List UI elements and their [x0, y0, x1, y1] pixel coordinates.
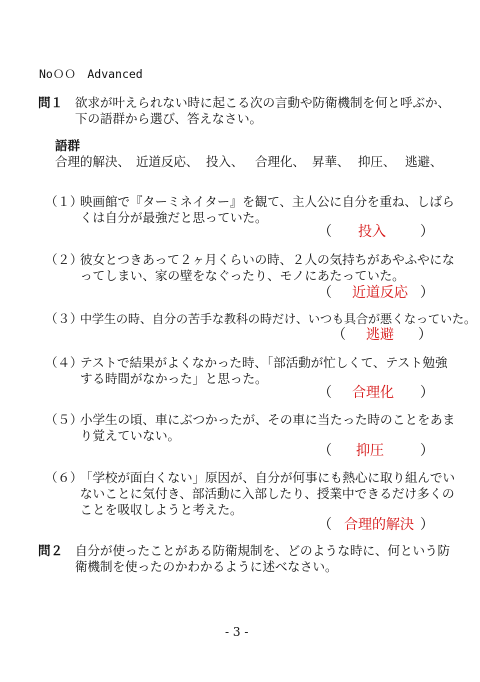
item-number: （２） — [45, 252, 83, 267]
word-bank-item: 抑圧、 — [358, 154, 396, 169]
item-text-line1: 中学生の時、自分の苦手な教科の時だけ、いつも具合が悪くなっていた。 — [80, 312, 477, 326]
item-text-line1: 映画館で『ターミネイター』を観て、主人公に自分を重ね、しばら — [80, 194, 455, 209]
item-text-line1: 「学校が面白くない」原因が、自分が何事にも熱心に取り組んでい — [80, 470, 456, 485]
answer-paren-open: （ — [332, 327, 346, 343]
word-bank-item: 合理化、 — [255, 154, 306, 169]
item-text-line1: 小学生の頃、車にぶつかったが、その車に当たった時のことをあま — [80, 412, 456, 427]
item-text-line1: テストで結果がよくなかった時、「部活動が忙しくて、テスト勉強 — [80, 355, 448, 370]
answer-text: 近道反応 — [352, 285, 408, 301]
answer-paren-open: （ — [318, 443, 332, 459]
word-bank-item: 逃避、 — [405, 154, 443, 169]
word-bank-item: 昇華、 — [312, 154, 350, 169]
answer-text: 合理的解決 — [344, 517, 414, 533]
answer-paren-close: ） — [420, 285, 434, 301]
word-bank-title: 語群 — [55, 138, 81, 153]
word-bank-item: 合理的解決、 — [55, 154, 131, 169]
item-number: （１） — [45, 194, 83, 209]
item-text-line2: ないことに気付き、部活動に入部したり、授業中できるだけ多くの — [80, 486, 455, 501]
item-number: （４） — [45, 355, 83, 370]
item-text-line1: 彼女とつきあって２ヶ月くらいの時、２人の気持ちがあやふやにな — [80, 252, 455, 267]
item-text-line2: くは自分が最強だと思っていた。 — [80, 210, 268, 225]
answer-paren-close: ） — [418, 327, 432, 343]
document-title: NoＯＯ Advanced — [39, 67, 143, 81]
page-number: - 3 - — [225, 625, 249, 639]
answer-paren-close: ） — [420, 385, 434, 401]
answer-paren-open: （ — [318, 517, 332, 533]
item-number: （６） — [45, 470, 83, 485]
item-number: （５） — [45, 412, 83, 427]
answer-text: 逃避 — [366, 327, 394, 343]
word-bank-item: 投入、 — [206, 154, 244, 169]
item-text-line2: する時間がなかった」と思った。 — [80, 371, 268, 386]
question-2-label: 問２ — [38, 543, 64, 558]
answer-paren-open: （ — [318, 224, 332, 240]
answer-paren-close: ） — [420, 224, 434, 240]
word-bank-item: 近道反応、 — [136, 154, 199, 169]
item-text-line2: ってしまい、家の壁をなぐったり、モノにあたっていた。 — [80, 268, 405, 283]
question-2-text-line2: 衛機制を使ったのかわかるように述べなさい。 — [75, 559, 338, 574]
answer-paren-close: ） — [420, 517, 434, 533]
answer-text: 抑圧 — [356, 443, 384, 459]
answer-paren-open: （ — [318, 385, 332, 401]
answer-text: 投入 — [358, 224, 386, 240]
answer-text: 合理化 — [352, 385, 394, 401]
item-text-line2: り覚えていない。 — [80, 428, 181, 443]
answer-paren-close: ） — [420, 443, 434, 459]
question-1-text-line1: 欲求が叶えられない時に起こる次の言動や防衛機制を何と呼ぶか、 — [75, 95, 451, 110]
question-2-text-line1: 自分が使ったことがある防衛規制を、どのような時に、何という防 — [75, 543, 451, 558]
answer-paren-open: （ — [318, 285, 332, 301]
item-text-line3: ことを吸収しようと考えた。 — [80, 502, 243, 517]
item-number: （３） — [45, 311, 83, 326]
question-1-label: 問１ — [38, 95, 64, 110]
question-1-text-line2: 下の語群から選び、答えなさい。 — [75, 111, 263, 126]
